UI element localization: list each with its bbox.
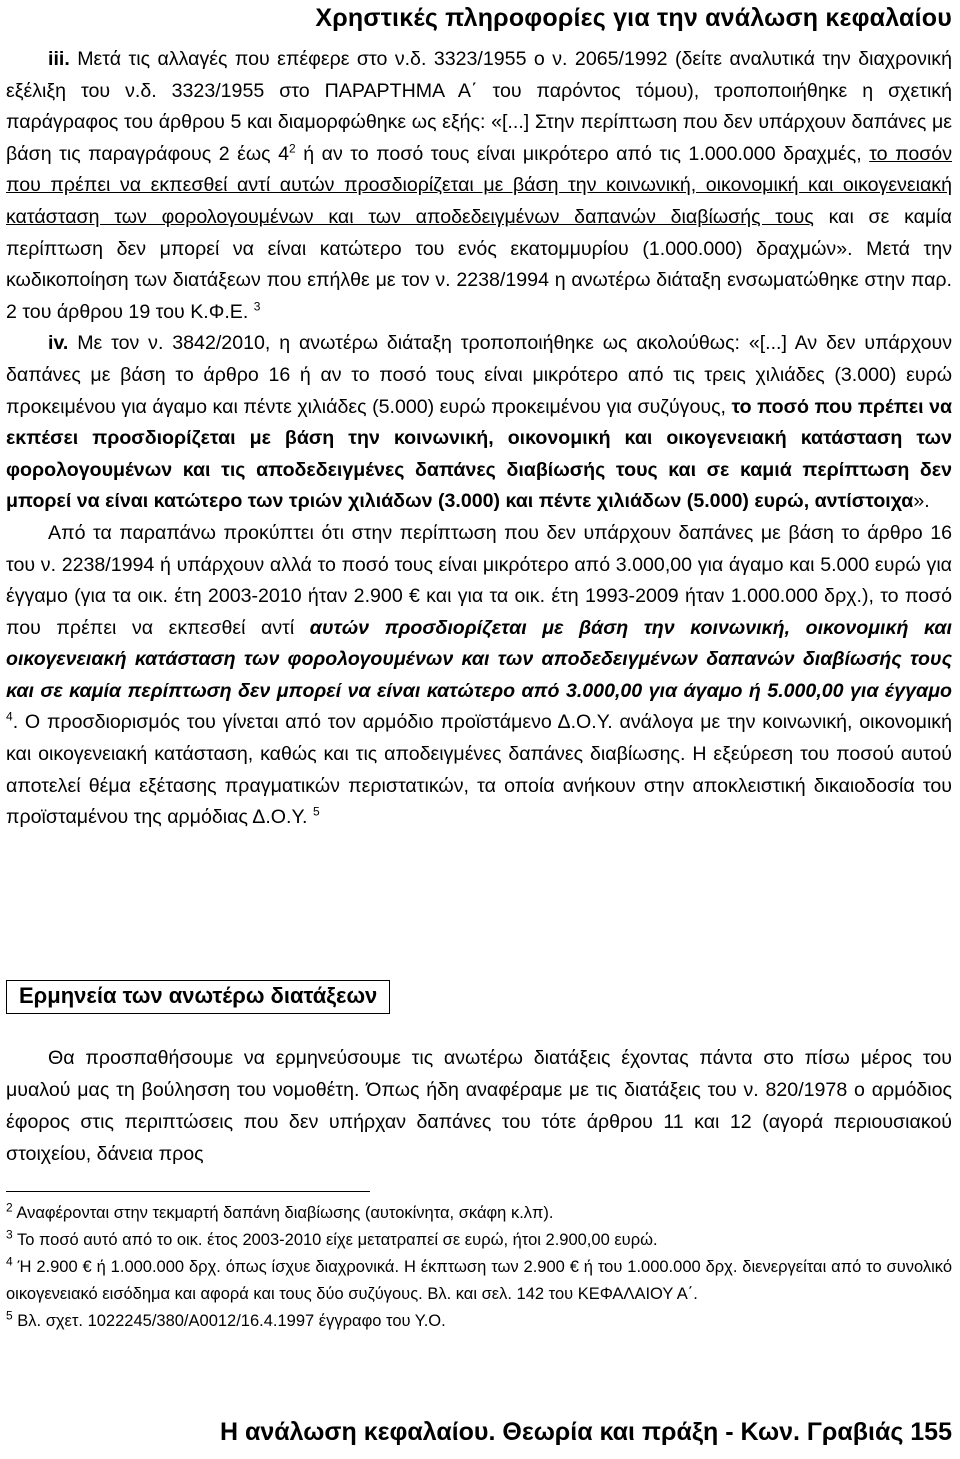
- footnote-number: 5: [6, 1308, 13, 1323]
- footnote-3: [6, 1227, 952, 1254]
- paragraph-summary: [6, 518, 952, 834]
- section-heading: Ερμηνεία των ανωτέρω διατάξεων: [6, 980, 390, 1014]
- text-run: ή αν το ποσό τους είναι μικρότερο από τις 1.000.000 δραχμές,: [295, 142, 870, 165]
- footnote-text: Ή 2.900 € ή 1.000.000 δρχ. όπως ίσχυε διαχρονικά. Η έκπτωση των 2.900 € ή του 1.000.000 δρχ. διενεργείται από το συνολικό οικογενειακό εισόδημα και αφορά και τους δύο συζύγους. Βλ. και σελ. 142 του ΚΕΦΑΛΑΙΟΥ Α΄.: [6, 1258, 952, 1303]
- item-label-iv: iv.: [48, 332, 69, 355]
- footnote-5: [6, 1308, 952, 1335]
- item-label-iii: iii.: [48, 48, 70, 70]
- footnote-2: [6, 1200, 952, 1227]
- footnote-4: [6, 1254, 952, 1308]
- running-header: Χρηστικές πληροφορίες για την ανάλωση κεφαλαίου: [315, 4, 952, 32]
- text-run: και σε καμία περίπτωση δεν μπορεί να είναι κατώτερο του ενός εκατομμυρίου (1.000.000) δραχμών». Μετά την κωδικοποίηση των διατάξεων που επήλθε με τον ν. 2238/1994 η ανωτέρω διάταξη ενσωματώθηκε στην παρ. 2 του άρθρου 19 του Κ.Φ.Ε.: [6, 205, 952, 323]
- text-run: Μετά τις αλλαγές που επέφερε στο ν.δ. 3323/1955 ο ν. 2065/1992 (δείτε αναλυτικά την διαχρονική εξέλιξη του ν.δ. 3323/1955 στο ΠΑΡΑΡΤΗΜΑ Α΄ του παρόντος τόμου), τροποποιήθηκε η σχετική παράγραφος του άρθρου 5 και διαμορφώθηκε ως εξής: «[...] Στην περίπτωση που δεν υπάρχουν δαπάνες με βάση τις παραγράφους 2 έως 4: [6, 48, 952, 165]
- footnote-divider: [6, 1191, 370, 1192]
- underlined-text: το ποσόν που πρέπει να εκπεσθεί αντί αυτών προσδιορίζεται με βάση την κοινωνική, οικονομική και οικογενειακή κατάσταση των φορολογουμένων και των αποδεδειγμένων δαπανών διαβίωσής τους: [6, 142, 952, 228]
- footnote-ref-5: 5: [312, 804, 320, 819]
- footnote-number: 3: [6, 1227, 13, 1242]
- section-paragraph: [6, 1042, 952, 1170]
- footnote-number: 2: [6, 1200, 13, 1215]
- main-text: [6, 44, 952, 834]
- footnote-ref-2: 2: [289, 141, 296, 156]
- footnote-text: Βλ. σχετ. 1022245/380/Α0012/16.4.1997 έγγραφο του Υ.Ο.: [12, 1312, 446, 1330]
- footnotes: [6, 1200, 952, 1335]
- footnote-number: 4: [6, 1254, 13, 1269]
- paragraph-iii: [6, 44, 952, 328]
- bold-italic-text: αυτών προσδιορίζεται με βάση την κοινωνική, οικονομική και οικογενειακή κατάσταση των φορολογουμένων και των αποδεδειγμένων δαπανών διαβίωσής τους και σε καμία περίπτωση δεν μπορεί να είναι κατώτερο από 3.000,00 για άγαμο ή 5.000,00 για έγγαμο: [6, 616, 952, 702]
- text-run: Από τα παραπάνω προκύπτει ότι στην περίπτωση που δεν υπάρχουν δαπάνες με βάση το άρθρο 16 του ν. 2238/1994 ή υπάρχουν αλλά το ποσό τους είναι μικρότερο από 3.000,00 για άγαμο και 5.000 ευρώ για έγγαμο (για τα οικ. έτη 2003-2010 ήταν 2.900 € και για τα οικ. έτη 1993-2009 ήταν 1.000.000 δρχ.), το ποσό που πρέπει να εκπεσθεί αντί: [6, 521, 952, 639]
- footnote-text: Το ποσό αυτό από το οικ. έτος 2003-2010 είχε μετατραπεί σε ευρώ, ήτοι 2.900,00 ευρώ.: [12, 1231, 658, 1249]
- text-run: Με τον ν. 3842/2010, η ανωτέρω διάταξη τροποποιήθηκε ως ακολούθως: «[...] Αν δεν υπάρχουν δαπάνες με βάση το άρθρο 16 ή αν το ποσό τους είναι μικρότερο από τις τρεις χιλιάδες (3.000) ευρώ προκειμένου για άγαμο και πέντε χιλιάδες (5.000) ευρώ προκειμένου για συζύγους,: [6, 332, 952, 418]
- text-run: ».: [913, 490, 930, 513]
- footnote-ref-3: 3: [253, 299, 261, 314]
- paragraph-iv: [6, 328, 952, 518]
- footnote-text: Αναφέρονται στην τεκμαρτή δαπάνη διαβίωσης (αυτοκίνητα, σκάφη κ.λπ).: [12, 1204, 554, 1222]
- running-footer: Η ανάλωση κεφαλαίου. Θεωρία και πράξη - Κων. Γραβιάς 155: [220, 1418, 952, 1446]
- text-run: Θα προσπαθήσουμε να ερμηνεύσουμε τις ανωτέρω διατάξεις έχοντας πάντα στο πίσω μέρος του μυαλού μας τη βούλησση του νομοθέτη. Όπως ήδη αναφέραμε με τις διατάξεις του ν. 820/1978 ο αρμόδιος έφορος στις περιπτώσεις που δεν υπήρχαν δαπάνες του τότε άρθρου 11 και 12 (αγορά περιουσιακού στοιχείου, δάνεια προς: [6, 1047, 952, 1165]
- text-run: . Ο προσδιορισμός του γίνεται από τον αρμόδιο προϊστάμενο Δ.Ο.Υ. ανάλογα με την κοινωνική, οικονομική και οικογενειακή κατάσταση, καθώς και τις αποδειγμένες δαπάνες διαβίωσης. Η εξεύρεση του ποσού αυτού αποτελεί θέμα εξέτασης πραγματικών περιστατικών, τα οποία ανήκουν στην αποκλειστική δικαιοδοσία του προϊσταμένου της αρμόδιας Δ.Ο.Υ.: [6, 711, 952, 829]
- bold-text: το ποσό που πρέπει να εκπέσει προσδιορίζεται με βάση την κοινωνική, οικονομική και οικογενειακή κατάσταση των φορολογουμένων και τις αποδεδειγμένες δαπάνες διαβίωσής τους και σε καμιά περίπτωση δεν μπορεί να είναι κατώτερο των τριών χιλιάδων (3.000) και πέντε χιλιάδων (5.000) ευρώ, αντίστοιχα: [6, 395, 953, 513]
- footnote-ref-4: 4: [6, 709, 13, 724]
